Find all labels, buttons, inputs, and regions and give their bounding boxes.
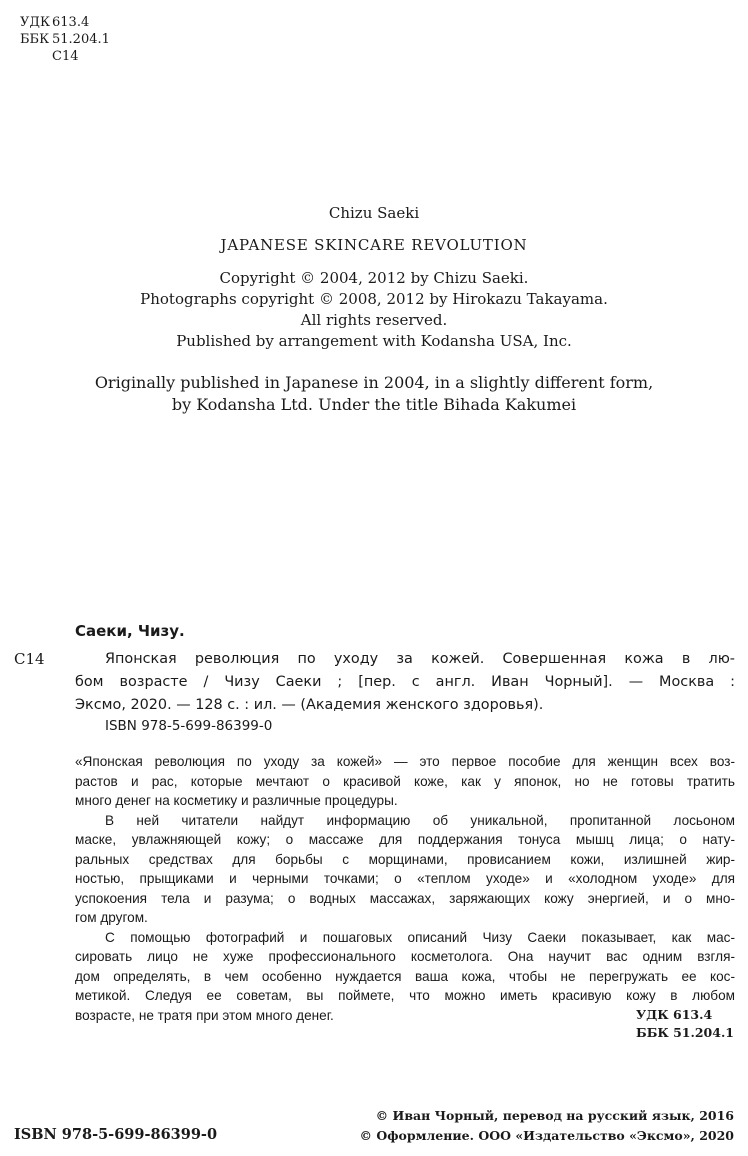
annotation-line: гом другом. <box>75 910 148 925</box>
footer-isbn: ISBN 978-5-699-86399-0 <box>14 1126 218 1143</box>
annotation-line: возрасте, не тратя при этом много денег. <box>75 1007 334 1023</box>
catalog-author-mark: С14 <box>14 650 45 668</box>
annotation-line: «Японская революция по уходу за кожей» — это первое пособие для женщин всех воз- <box>75 754 735 769</box>
catalog-description <box>75 648 735 717</box>
design-copyright: © Оформление. ООО «Издательство «Эксмо», 2020 <box>359 1128 734 1143</box>
copyright-line: Copyright © 2004, 2012 by Chizu Saeki. <box>219 269 529 287</box>
udk-label: УДК <box>20 15 51 30</box>
udk-bottom: УДК 613.4 <box>636 1007 713 1022</box>
original-line: Originally published in Japanese in 2004, in a slightly different form, <box>94 373 654 392</box>
annotation-line: успокоения тела и разума; о водных массажах, заряжающих кожу энергией, и о мно- <box>75 890 735 906</box>
classification-codes-bottom <box>636 1006 734 1042</box>
annotation-line: метикой. Следуя ее советам, вы поймете, что можно иметь красивую кожу в любом <box>75 988 735 1003</box>
classification-codes-top <box>20 14 110 65</box>
catalog-description-line: Японская революция по уходу за кожей. Совершенная кожа в лю- <box>105 651 735 667</box>
english-title: JAPANESE SKINCARE REVOLUTION <box>220 236 528 254</box>
annotation-line: сировать лицо не хуже профессионального косметолога. Она научит вас одним взгля- <box>75 949 735 964</box>
bbk-label: ББК <box>20 32 50 47</box>
catalog-description-line: Эксмо, 2020. — 128 с. : ил. — (Академия женского здоровья). <box>75 697 544 713</box>
catalog-author: Саеки, Чизу. <box>75 622 185 640</box>
annotation-line: ностью, прыщиками и черными точками; о «теплом уходе» и «холодном уходе» для <box>75 871 735 886</box>
original-publication-note <box>0 372 748 416</box>
translation-copyright: © Иван Чорный, перевод на русский язык, 2016 <box>375 1108 734 1123</box>
annotation <box>75 752 735 1025</box>
annotation-line: маске, увлажняющей кожу; о массаже для поддержания тонуса мышц лица; о нату- <box>75 832 735 847</box>
copyright-line: Published by arrangement with Kodansha USA, Inc. <box>176 332 572 350</box>
catalog-isbn: ISBN 978-5-699-86399-0 <box>105 718 273 734</box>
udk-value: 613.4 <box>52 15 90 30</box>
author-mark-top: С14 <box>52 49 79 64</box>
english-author: Chizu Saeki <box>328 204 420 222</box>
annotation-line: дом определять, в чем особенно нуждается ваша кожа, чтобы не перегружать ее кос- <box>75 968 735 984</box>
annotation-line: В ней читатели найдут информацию об уникальной, пропитанной лосьоном <box>105 812 735 828</box>
bbk-value: 51.204.1 <box>52 32 110 47</box>
bbk-bottom: ББК 51.204.1 <box>636 1025 734 1040</box>
copyright-line: All rights reserved. <box>300 311 448 329</box>
copyright-line: Photographs copyright © 2008, 2012 by Hirokazu Takayama. <box>140 290 608 308</box>
annotation-line: С помощью фотографий и пошаговых описаний Чизу Саеки показывает, как мас- <box>105 929 735 945</box>
catalog-description-line: бом возрасте / Чизу Саеки ; [пер. с англ. Иван Чорный]. — Москва : <box>75 674 735 690</box>
annotation-line: много денег на косметику и различные процедуры. <box>75 793 398 808</box>
footer-copyrights <box>360 1106 734 1146</box>
copyright-block <box>0 268 748 352</box>
annotation-line: растов и рас, которые мечтают о красивой коже, как у японок, но не готовы тратить <box>75 773 735 789</box>
annotation-line: ральных средствах для борьбы с морщинами, провисанием кожи, излишней жир- <box>75 851 735 867</box>
original-line: by Kodansha Ltd. Under the title Bihada Kakumei <box>171 395 577 414</box>
